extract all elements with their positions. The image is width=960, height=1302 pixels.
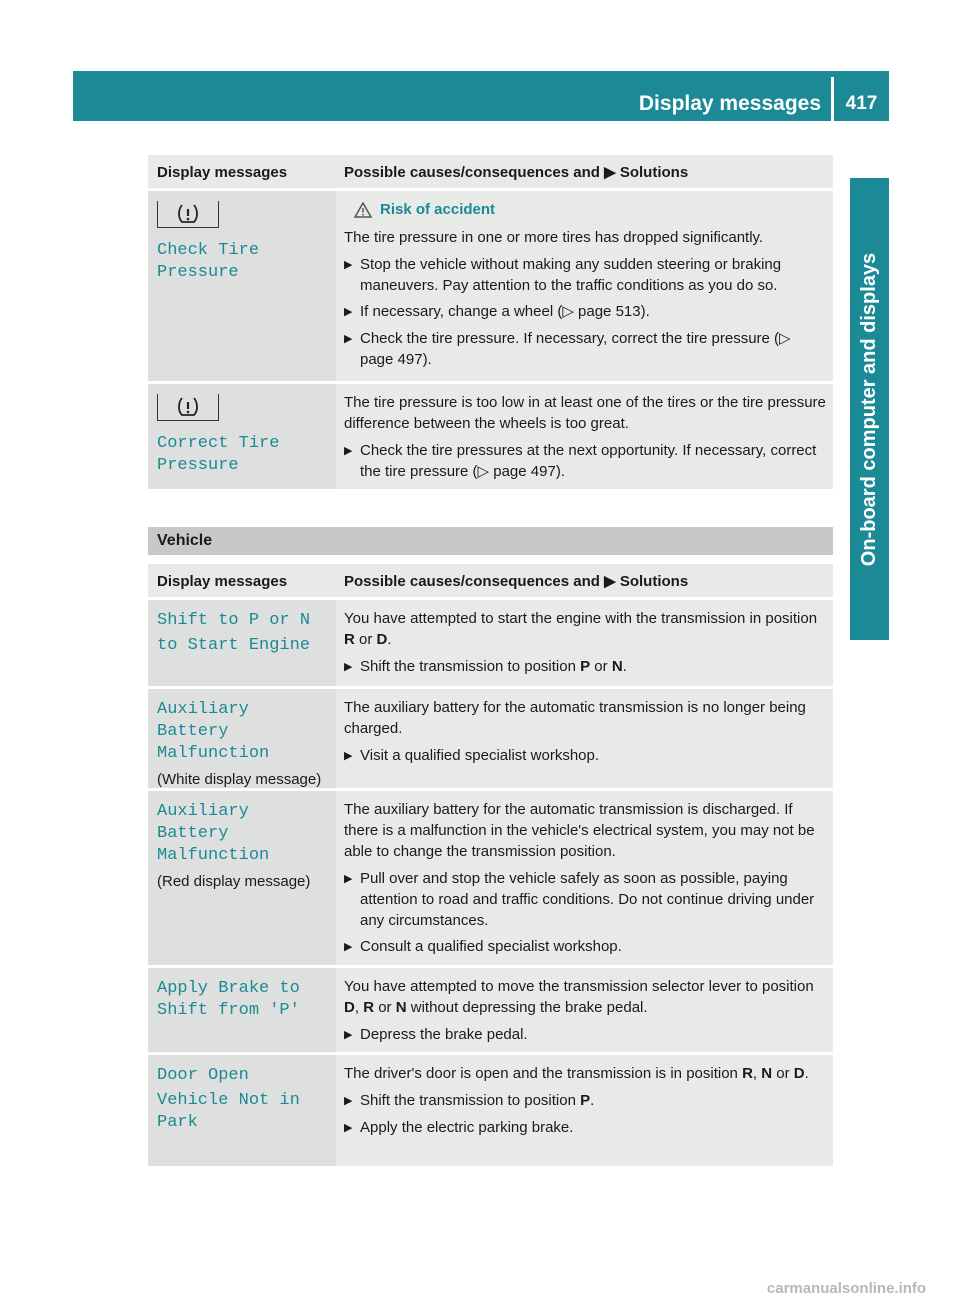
tire-pressure-table [148,155,833,492]
display-message: Check Tire Pressure [157,241,260,282]
step-arrow-icon: ▶ [344,750,353,762]
display-message-line-1: Auxiliary Battery [157,700,249,741]
header-solutions-suffix: Solutions [619,164,689,181]
display-message-line-2: Malfunction [157,846,270,865]
table-row [148,968,833,1055]
header-display-messages: Display messages [157,164,288,181]
solution-step: ▶ Stop the vehicle without making any sudden steering or braking maneuvers. Pay attention to the traffic conditions as you do so. [344,256,782,294]
step-arrow-icon: ▶ [344,941,353,953]
side-chapter-label-wrap [850,178,889,640]
watermark: carmanualsonline.info [766,1280,927,1297]
cause-text: The auxiliary battery for the automatic transmission is no longer being charged. [344,699,806,737]
message-cell [148,791,336,965]
page-header [73,71,889,121]
solution-step: ▶ If necessary, change a wheel (▷ page 513). [344,301,827,323]
step-arrow-icon: ▶ [344,1122,353,1134]
cause-text: The auxiliary battery for the automatic transmission is discharged. If there is a malfunction in the vehicle's electrical system, you may not be able to change the transmission position. [344,801,815,860]
solution-step: ▶ Shift the transmission to position P or N. [344,656,827,678]
message-cell [148,384,336,489]
solution-step: ▶ Visit a qualified specialist workshop. [344,745,827,767]
table-row [148,384,833,492]
solution-step: ▶ Shift the transmission to position P. [344,1090,827,1112]
cause-text: The tire pressure in one or more tires has dropped significantly. [344,229,764,246]
solution-step: ▶ Consult a qualified specialist workshop. [344,936,827,958]
display-message-line-2: Vehicle Not in Park [157,1091,300,1132]
table-row [148,1055,833,1169]
message-cell [148,1055,336,1166]
header-causes-solutions [336,155,833,188]
warning-triangle-icon [354,202,372,218]
header-causes-prefix: Possible causes/consequences and [344,164,600,181]
cause-text: You have attempted to move the transmission selector lever to position D, R or N without depressing the brake pedal. [344,978,814,1016]
display-message-line-2: Malfunction [157,744,270,763]
step-arrow-icon: ▶ [344,333,353,345]
header-causes-prefix: Possible causes/consequences and [344,573,600,590]
table-header [148,564,833,600]
display-message-line-2: Shift from 'P' [157,1001,300,1020]
tire-pressure-warning-icon [157,201,219,228]
header-title: Display messages [638,92,821,115]
table-row [148,791,833,968]
side-chapter-label: On-board computer and displays [858,252,881,566]
step-arrow-icon: ▶ [344,306,353,318]
cause-text: The tire pressure is too low in at least one of the tires or the tire pressure difference between the wheels is too great. [344,394,826,432]
display-message-line-2: to Start Engine [157,636,311,655]
solution-step: ▶ Pull over and stop the vehicle safely as soon as possible, paying attention to road and traffic conditions. Do not continue driving under any circumstances. [344,870,815,929]
header-display-messages: Display messages [157,573,288,590]
solution-cell [336,191,833,381]
solutions-arrow-icon: ▶ [604,573,616,590]
solution-cell [336,1055,833,1166]
warning-text: Risk of accident [380,201,496,218]
solution-cell [336,968,833,1052]
page-number: 417 [845,93,878,114]
display-message-line-1: Shift to P or N [157,611,311,630]
display-message-line-1: Auxiliary Battery [157,802,249,843]
solution-cell [336,791,833,965]
tire-pressure-warning-icon [157,394,219,421]
solution-step: ▶ Depress the brake pedal. [344,1024,827,1046]
step-arrow-icon: ▶ [344,661,353,673]
solution-step: ▶ Apply the electric parking brake. [344,1117,827,1139]
header-causes-solutions [336,564,833,597]
display-message-line-2: Pressure [157,456,239,475]
message-cell [148,600,336,686]
header-solutions-suffix: Solutions [619,573,689,590]
table-header [148,155,833,191]
message-cell [148,689,336,788]
step-arrow-icon: ▶ [344,873,353,885]
table-row [148,600,833,689]
message-cell [148,968,336,1052]
solution-step: ▶ Check the tire pressures at the next opportunity. If necessary, correct the tire pressure (▷ page 497). [344,442,817,480]
message-note: (Red display message) [157,873,311,890]
solution-cell [336,689,833,788]
step-arrow-icon: ▶ [344,1029,353,1041]
table-row [148,191,833,384]
section-title-vehicle: Vehicle [148,527,833,555]
step-arrow-icon: ▶ [344,259,353,271]
solutions-arrow-icon: ▶ [604,164,616,181]
table-row [148,689,833,791]
display-message-line-1: Apply Brake to [157,979,300,998]
step-arrow-icon: ▶ [344,445,353,457]
display-message-line-1: Door Open [157,1066,249,1085]
solution-step: ▶ Check the tire pressure. If necessary, correct the tire pressure (▷ page 497). [344,330,791,368]
cause-text: The driver's door is open and the transmission is in position R, N or D. [344,1065,809,1082]
solution-cell [336,384,833,489]
cause-text: You have attempted to start the engine with the transmission in position R or D. [344,610,818,648]
step-arrow-icon: ▶ [344,1095,353,1107]
vehicle-table [148,564,833,1169]
message-cell [148,191,336,381]
display-message-line-1: Correct Tire [157,434,280,453]
warning-heading [344,199,827,220]
side-tab-marker [850,598,889,640]
solution-cell [336,600,833,686]
message-note: (White display message) [157,771,322,788]
